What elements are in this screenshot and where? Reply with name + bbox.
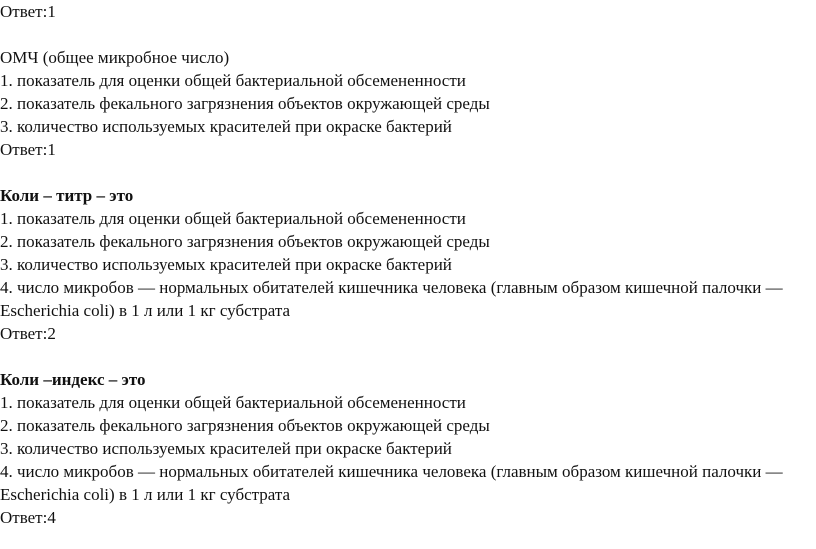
option-coli-titer-2: 2. показатель фекального загрязнения объектов окружающей среды: [0, 232, 490, 251]
option-omch-3: 3. количество используемых красителей при окраске бактерий: [0, 117, 452, 136]
option-coli-index-4: 4. число микробов — нормальных обитателей кишечника человека (главным образом кишечной палочки —: [0, 462, 783, 481]
answer-coli-titer: Ответ:2: [0, 324, 56, 343]
answer-line-top: Ответ:1: [0, 2, 56, 21]
answer-omch: Ответ:1: [0, 140, 56, 159]
question-coli-index: Коли –индекс – это: [0, 370, 146, 389]
option-coli-index-3: 3. количество используемых красителей при окраске бактерий: [0, 439, 452, 458]
option-omch-2: 2. показатель фекального загрязнения объектов окружающей среды: [0, 94, 490, 113]
option-coli-index-2: 2. показатель фекального загрязнения объектов окружающей среды: [0, 416, 490, 435]
answer-coli-index: Ответ:4: [0, 508, 56, 527]
question-coli-titer: Коли – титр – это: [0, 186, 134, 205]
option-coli-titer-4: 4. число микробов — нормальных обитателей кишечника человека (главным образом кишечной палочки —: [0, 278, 783, 297]
option-coli-index-1: 1. показатель для оценки общей бактериальной обсемененности: [0, 393, 466, 412]
option-omch-1: 1. показатель для оценки общей бактериальной обсемененности: [0, 71, 466, 90]
option-coli-titer-4-cont: Escherichia coli) в 1 л или 1 кг субстрата: [0, 301, 291, 320]
option-coli-index-4-cont: Escherichia coli) в 1 л или 1 кг субстрата: [0, 485, 291, 504]
option-coli-titer-3: 3. количество используемых красителей при окраске бактерий: [0, 255, 452, 274]
question-omch: ОМЧ (общее микробное число): [0, 48, 230, 67]
option-coli-titer-1: 1. показатель для оценки общей бактериальной обсемененности: [0, 209, 466, 228]
